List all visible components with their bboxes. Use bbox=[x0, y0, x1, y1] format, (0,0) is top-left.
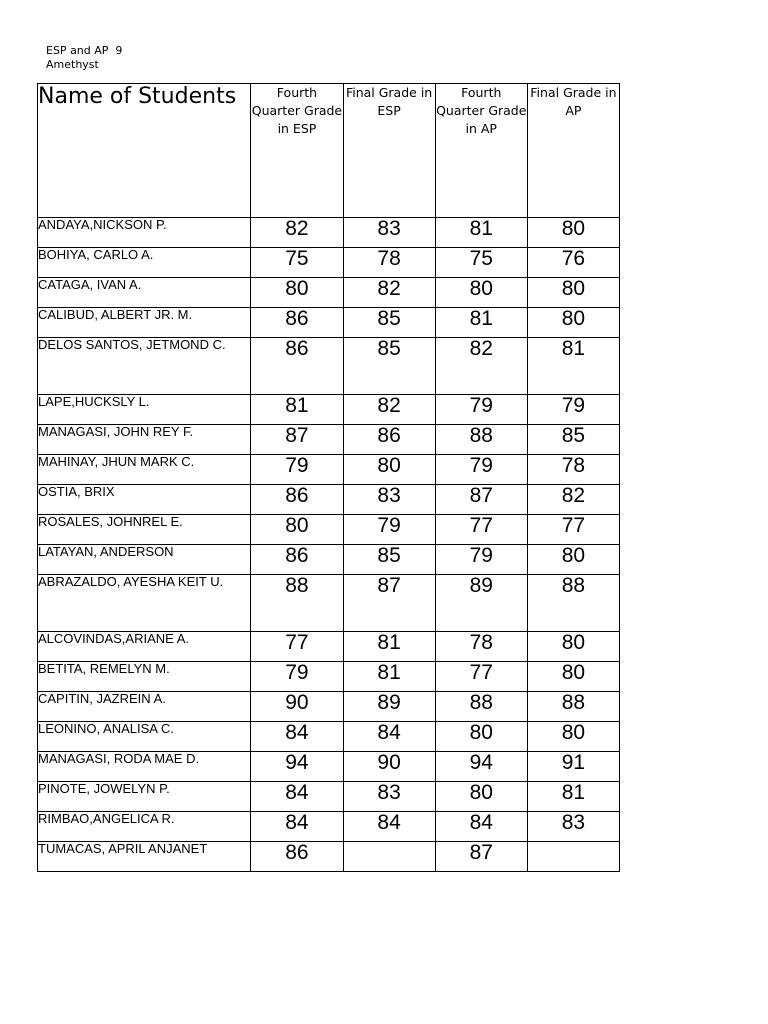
q4-esp-cell: 86 bbox=[251, 308, 343, 338]
student-name-cell: BOHIYA, CARLO A. bbox=[38, 248, 251, 278]
table-row bbox=[38, 812, 620, 842]
q4-esp-cell: 81 bbox=[251, 395, 343, 425]
student-name-cell: LATAYAN, ANDERSON bbox=[38, 545, 251, 575]
table-row bbox=[38, 515, 620, 545]
student-name-cell: ABRAZALDO, AYESHA KEIT U. bbox=[38, 575, 251, 632]
q4-esp-cell: 86 bbox=[251, 842, 343, 872]
table-row bbox=[38, 692, 620, 722]
final-ap-cell: 81 bbox=[527, 338, 619, 395]
student-name-cell: BETITA, REMELYN M. bbox=[38, 662, 251, 692]
table-row bbox=[38, 782, 620, 812]
table-row bbox=[38, 395, 620, 425]
table-header-row bbox=[38, 84, 620, 218]
column-header-final-ap: Final Grade in AP bbox=[527, 84, 619, 218]
final-ap-cell: 83 bbox=[527, 812, 619, 842]
table-row bbox=[38, 338, 620, 395]
q4-esp-cell: 84 bbox=[251, 782, 343, 812]
subject-label: ESP and AP 9 bbox=[46, 44, 123, 57]
final-ap-cell: 78 bbox=[527, 455, 619, 485]
q4-ap-cell: 84 bbox=[435, 812, 527, 842]
table-row bbox=[38, 575, 620, 632]
final-esp-cell: 83 bbox=[343, 218, 435, 248]
final-ap-cell: 80 bbox=[527, 662, 619, 692]
final-esp-cell: 87 bbox=[343, 575, 435, 632]
final-ap-cell: 88 bbox=[527, 575, 619, 632]
column-header-q4-esp: Fourth Quarter Grade in ESP bbox=[251, 84, 343, 218]
q4-esp-cell: 77 bbox=[251, 632, 343, 662]
final-esp-cell: 81 bbox=[343, 662, 435, 692]
student-name-cell: CAPITIN, JAZREIN A. bbox=[38, 692, 251, 722]
final-ap-cell: 80 bbox=[527, 632, 619, 662]
q4-ap-cell: 87 bbox=[435, 842, 527, 872]
student-name-cell: MANAGASI, JOHN REY F. bbox=[38, 425, 251, 455]
table-row bbox=[38, 308, 620, 338]
final-esp-cell: 83 bbox=[343, 782, 435, 812]
final-esp-cell: 78 bbox=[343, 248, 435, 278]
final-ap-cell: 79 bbox=[527, 395, 619, 425]
final-esp-cell: 85 bbox=[343, 308, 435, 338]
table-row bbox=[38, 662, 620, 692]
q4-ap-cell: 75 bbox=[435, 248, 527, 278]
final-ap-cell: 91 bbox=[527, 752, 619, 782]
student-name-cell: PINOTE, JOWELYN P. bbox=[38, 782, 251, 812]
student-name-cell: MAHINAY, JHUN MARK C. bbox=[38, 455, 251, 485]
column-header-final-esp: Final Grade in ESP bbox=[343, 84, 435, 218]
document-header bbox=[46, 44, 122, 72]
table-row bbox=[38, 485, 620, 515]
final-ap-cell: 88 bbox=[527, 692, 619, 722]
final-esp-cell: 82 bbox=[343, 278, 435, 308]
table-row bbox=[38, 752, 620, 782]
grades-table bbox=[37, 83, 620, 872]
student-name-cell: LAPE,HUCKSLY L. bbox=[38, 395, 251, 425]
q4-ap-cell: 81 bbox=[435, 218, 527, 248]
student-name-cell: TUMACAS, APRIL ANJANET bbox=[38, 842, 251, 872]
final-esp-cell: 79 bbox=[343, 515, 435, 545]
final-esp-cell: 82 bbox=[343, 395, 435, 425]
final-ap-cell: 85 bbox=[527, 425, 619, 455]
student-name-cell: MANAGASI, RODA MAE D. bbox=[38, 752, 251, 782]
q4-esp-cell: 84 bbox=[251, 722, 343, 752]
q4-esp-cell: 88 bbox=[251, 575, 343, 632]
table-row bbox=[38, 218, 620, 248]
table-row bbox=[38, 278, 620, 308]
final-esp-cell: 90 bbox=[343, 752, 435, 782]
final-esp-cell: 84 bbox=[343, 812, 435, 842]
q4-esp-cell: 75 bbox=[251, 248, 343, 278]
student-name-cell: RIMBAO,ANGELICA R. bbox=[38, 812, 251, 842]
final-esp-cell bbox=[343, 842, 435, 872]
final-ap-cell bbox=[527, 842, 619, 872]
table-row bbox=[38, 632, 620, 662]
section-label: Amethyst bbox=[46, 58, 99, 71]
q4-esp-cell: 84 bbox=[251, 812, 343, 842]
q4-ap-cell: 79 bbox=[435, 545, 527, 575]
final-ap-cell: 81 bbox=[527, 782, 619, 812]
table-row bbox=[38, 722, 620, 752]
final-ap-cell: 82 bbox=[527, 485, 619, 515]
final-esp-cell: 85 bbox=[343, 545, 435, 575]
student-name-cell: LEONINO, ANALISA C. bbox=[38, 722, 251, 752]
q4-ap-cell: 77 bbox=[435, 662, 527, 692]
column-header-q4-ap: Fourth Quarter Grade in AP bbox=[435, 84, 527, 218]
q4-ap-cell: 94 bbox=[435, 752, 527, 782]
q4-esp-cell: 80 bbox=[251, 515, 343, 545]
final-esp-cell: 85 bbox=[343, 338, 435, 395]
column-header-name: Name of Students bbox=[38, 84, 251, 218]
q4-esp-cell: 86 bbox=[251, 545, 343, 575]
table-row bbox=[38, 248, 620, 278]
table-row bbox=[38, 545, 620, 575]
final-ap-cell: 80 bbox=[527, 218, 619, 248]
student-name-cell: CALIBUD, ALBERT JR. M. bbox=[38, 308, 251, 338]
final-ap-cell: 80 bbox=[527, 722, 619, 752]
table-body bbox=[38, 218, 620, 872]
final-ap-cell: 76 bbox=[527, 248, 619, 278]
q4-ap-cell: 78 bbox=[435, 632, 527, 662]
final-esp-cell: 80 bbox=[343, 455, 435, 485]
final-esp-cell: 84 bbox=[343, 722, 435, 752]
student-name-cell: OSTIA, BRIX bbox=[38, 485, 251, 515]
q4-esp-cell: 79 bbox=[251, 662, 343, 692]
table-row bbox=[38, 842, 620, 872]
student-name-cell: DELOS SANTOS, JETMOND C. bbox=[38, 338, 251, 395]
q4-ap-cell: 88 bbox=[435, 692, 527, 722]
q4-esp-cell: 90 bbox=[251, 692, 343, 722]
final-ap-cell: 80 bbox=[527, 278, 619, 308]
final-esp-cell: 86 bbox=[343, 425, 435, 455]
table-row bbox=[38, 425, 620, 455]
q4-ap-cell: 80 bbox=[435, 278, 527, 308]
q4-ap-cell: 80 bbox=[435, 782, 527, 812]
student-name-cell: ROSALES, JOHNREL E. bbox=[38, 515, 251, 545]
q4-ap-cell: 79 bbox=[435, 455, 527, 485]
student-name-cell: ANDAYA,NICKSON P. bbox=[38, 218, 251, 248]
q4-esp-cell: 80 bbox=[251, 278, 343, 308]
q4-esp-cell: 86 bbox=[251, 338, 343, 395]
final-ap-cell: 77 bbox=[527, 515, 619, 545]
final-esp-cell: 81 bbox=[343, 632, 435, 662]
table-row bbox=[38, 455, 620, 485]
q4-ap-cell: 80 bbox=[435, 722, 527, 752]
q4-esp-cell: 82 bbox=[251, 218, 343, 248]
q4-ap-cell: 81 bbox=[435, 308, 527, 338]
q4-esp-cell: 79 bbox=[251, 455, 343, 485]
final-esp-cell: 89 bbox=[343, 692, 435, 722]
student-name-cell: CATAGA, IVAN A. bbox=[38, 278, 251, 308]
q4-ap-cell: 82 bbox=[435, 338, 527, 395]
q4-ap-cell: 77 bbox=[435, 515, 527, 545]
q4-ap-cell: 89 bbox=[435, 575, 527, 632]
student-name-cell: ALCOVINDAS,ARIANE A. bbox=[38, 632, 251, 662]
final-esp-cell: 83 bbox=[343, 485, 435, 515]
q4-ap-cell: 79 bbox=[435, 395, 527, 425]
q4-esp-cell: 94 bbox=[251, 752, 343, 782]
final-ap-cell: 80 bbox=[527, 545, 619, 575]
q4-ap-cell: 88 bbox=[435, 425, 527, 455]
q4-esp-cell: 86 bbox=[251, 485, 343, 515]
q4-ap-cell: 87 bbox=[435, 485, 527, 515]
q4-esp-cell: 87 bbox=[251, 425, 343, 455]
final-ap-cell: 80 bbox=[527, 308, 619, 338]
